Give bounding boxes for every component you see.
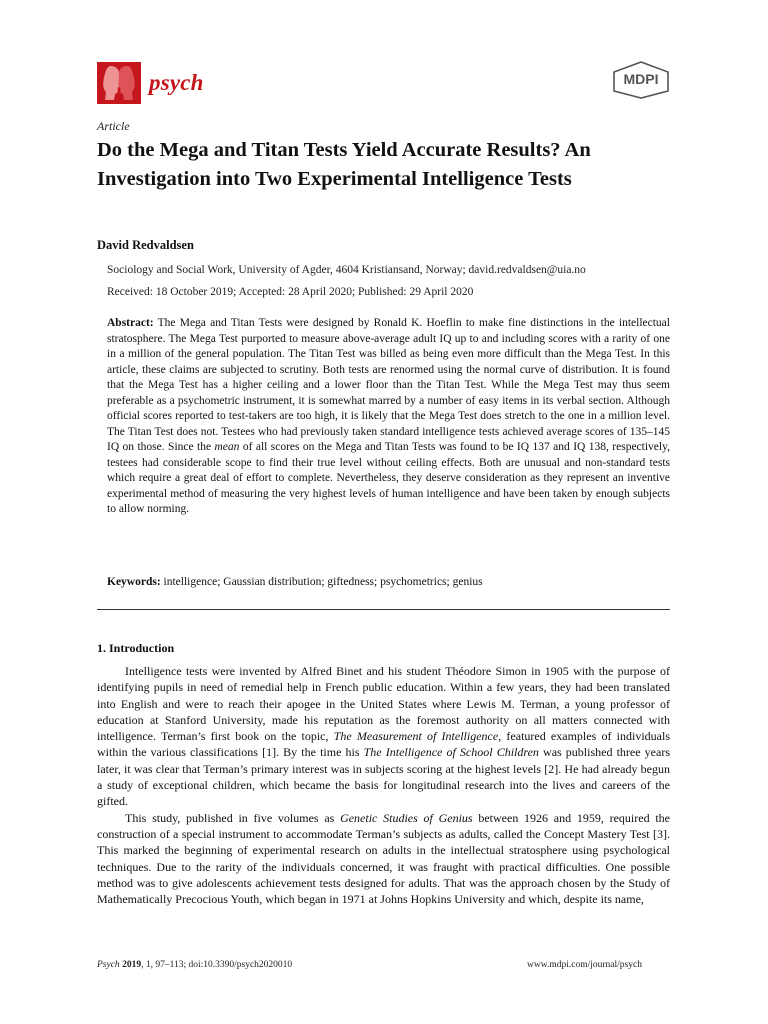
keywords-list: intelligence; Gaussian distribution; giftedness; psychometrics; genius bbox=[160, 576, 483, 588]
article-type: Article bbox=[97, 119, 130, 133]
p2-text-b: between 1926 and 1959, required the construction of a special instrument to accommodate Terman’s subjects as adults, called the Concept Mastery Test [3]. This marked the beginning of experimental research on adults in the intellectual stratosphere using psychological techniques. Due to the rarity of the individuals concerned, it was fraught with practical difficulties. One possible method was to give adolescents achievement tests designed for adults. That was the approach chosen by the Study of Mathematically Precocious Youth, which began in 1971 at Johns Hopkins University and which, despite its name, bbox=[97, 810, 670, 907]
mdpi-logo-icon[interactable] bbox=[612, 61, 670, 99]
abstract-text-part1: The Mega and Titan Tests were designed by Ronald K. Hoeflin to make fine distinctions in the intellectual stratosphere. The Mega Test purported to measure above-average adult IQ up to and including scores with a rarity of one in a million of the general population. The Titan Test was billed as being even more difficult than the Mega Test. In this article, these claims are subjected to scrutiny. Both tests are renormed using the normal curve of distribution. It is found that the Mega Test has a higher ceiling and a lower floor than the Titan Test. While the Mega Test may thus seem preferable as a psychometric instrument, it is somewhat marred by a number of easy items in its verbal section. Although official scores reported to test-takers are too high, it is likely that the Mega Test does stretch to the one in a million level. The Titan Test does not. Testees who had previously taken standard intelligence tests achieved average scores of 135–145 IQ on those. Since the bbox=[107, 317, 670, 453]
author-name: David Redvaldsen bbox=[97, 238, 194, 252]
abstract-italic-term: mean bbox=[214, 441, 240, 453]
keywords bbox=[107, 576, 670, 588]
footer-year: 2019 bbox=[119, 960, 142, 970]
p2-book-title: Genetic Studies of Genius bbox=[340, 810, 473, 825]
footer-citation-rest: , 1, 97–113; doi:10.3390/psych2020010 bbox=[141, 960, 293, 970]
journal-name: psych bbox=[149, 70, 204, 95]
p1-book-title-1: The Measurement of Intelligence, bbox=[333, 729, 502, 744]
footer-journal: Psych bbox=[97, 960, 120, 970]
keywords-label: Keywords: bbox=[107, 576, 161, 588]
psych-profile-logo-icon bbox=[97, 62, 141, 104]
journal-logo[interactable] bbox=[97, 62, 204, 104]
p1-text-a: Intelligence tests were invented by Alfred Binet and his student Théodore Simon in 1905 with the purpose of identifying pupils in need of remedial help in French public education. Within a few years, they had been translated into English and were to reach their apogee in the United States where Lewis M. Terman, a young professor of education at Stanford University, made his reputation as the foremost authority on all matters connected with intelligence. Terman’s first book on the topic, bbox=[97, 664, 670, 744]
p2-text-a: This study, published in five volumes as bbox=[125, 810, 341, 825]
publication-dates: Received: 18 October 2019; Accepted: 28 April 2020; Published: 29 April 2020 bbox=[107, 286, 474, 298]
paragraph-2 bbox=[97, 810, 670, 908]
p1-text-c: was published three years later, it was clear that Terman’s primary interest was in subjects scoring at the highest levels [2]. He had already begun a study of exceptional children, which became the basis for longitudinal research into the lives and careers of the gifted. bbox=[97, 745, 670, 809]
paragraph-1 bbox=[97, 663, 670, 810]
abstract-text-part2: of all scores on the Mega and Titan Tests was found to be IQ 137 and IQ 138, respectively, testees had considerable scope to find their true level without ceiling effects. Both are unusual and non-standard tests which require a great deal of effort to complete. Nevertheless, they deserve consideration as they represent an inventive experimental method of measuring the very highest levels of human intelligence and have been taken by enough subjects to allow norming. bbox=[107, 441, 670, 515]
section-heading: 1. Introduction bbox=[97, 641, 175, 655]
p1-book-title-2: The Intelligence of School Children bbox=[363, 745, 539, 760]
body-text bbox=[97, 663, 670, 907]
footer-url[interactable]: www.mdpi.com/journal/psych bbox=[527, 960, 642, 970]
paper-title: Do the Mega and Titan Tests Yield Accurate Results? An Investigation into Two Experimental Intelligence Tests bbox=[97, 139, 591, 190]
abstract-label: Abstract: bbox=[107, 317, 154, 329]
author-affiliation: Sociology and Social Work, University of Agder, 4604 Kristiansand, Norway; david.redvaldsen@uia.no bbox=[107, 264, 586, 276]
mdpi-logo-text: MDPI bbox=[623, 71, 659, 87]
abstract bbox=[107, 316, 670, 518]
footer-citation bbox=[97, 960, 292, 970]
p1-text-b: featured examples of individuals within the various classifications [1]. By the time his bbox=[97, 729, 671, 760]
section-divider bbox=[97, 609, 670, 610]
